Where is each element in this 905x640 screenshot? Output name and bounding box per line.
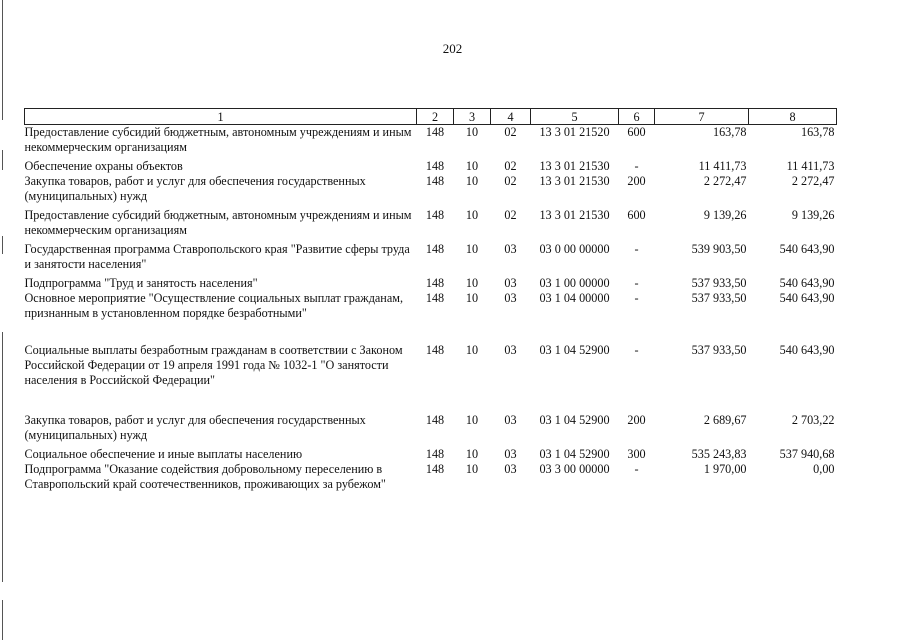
- row-name: Обеспечение охраны объектов: [24, 158, 183, 173]
- ministry-code: 148: [425, 125, 445, 139]
- target-article-code: 13 3 01 21520: [539, 125, 610, 139]
- subsection-code: 03: [504, 275, 517, 290]
- amount-col8: 163,78: [800, 125, 835, 139]
- amount-col8: 537 940,68: [779, 446, 835, 461]
- subsection-code: 03: [504, 412, 517, 427]
- amount-col7: 539 903,50: [691, 241, 747, 256]
- amount-col8: 2 703,22: [791, 412, 835, 427]
- target-article-code: 03 1 04 52900: [539, 446, 610, 461]
- amount-col7: 11 411,73: [698, 158, 747, 173]
- section-code: 10: [465, 342, 479, 357]
- table-row: [25, 125, 837, 159]
- column-header: 4: [491, 109, 531, 125]
- column-header: 6: [619, 109, 655, 125]
- subsection-code: 02: [504, 125, 517, 139]
- ministry-code: 148: [425, 275, 445, 290]
- target-article-code: 13 3 01 21530: [539, 207, 610, 222]
- section-code: 10: [465, 158, 479, 173]
- amount-col7: 1 970,00: [703, 461, 747, 476]
- target-article-code: 03 3 00 00000: [539, 461, 610, 476]
- target-article-code: 03 0 00 00000: [539, 241, 610, 256]
- section-code: 10: [465, 207, 479, 222]
- table-row: [25, 208, 837, 242]
- target-article-code: 13 3 01 21530: [539, 173, 610, 188]
- amount-col7: 535 243,83: [691, 446, 747, 461]
- amount-col8: 11 411,73: [786, 158, 835, 173]
- amount-col7: 2 689,67: [703, 412, 747, 427]
- subsection-code: 03: [504, 342, 517, 357]
- ministry-code: 148: [425, 446, 445, 461]
- amount-col8: 0,00: [813, 461, 835, 476]
- row-name: Предоставление субсидий бюджетным, автономным учреждениям и иным некоммерческим организациям: [24, 125, 412, 154]
- expense-type-code: -: [634, 461, 639, 476]
- table-row: [25, 343, 837, 413]
- table-body: [25, 125, 837, 514]
- section-code: 10: [465, 241, 479, 256]
- row-name: Предоставление субсидий бюджетным, автономным учреждениям и иным некоммерческим организациям: [24, 207, 412, 237]
- scan-edge-line: [2, 600, 3, 640]
- row-name: Основное мероприятие "Осуществление социальных выплат гражданам, признанным в установленном порядке безработными": [24, 290, 403, 320]
- subsection-code: 03: [504, 290, 517, 305]
- column-header: 7: [655, 109, 749, 125]
- section-code: 10: [465, 173, 479, 188]
- amount-col7: 537 933,50: [691, 275, 747, 290]
- column-header: 3: [454, 109, 491, 125]
- amount-col7: 9 139,26: [703, 207, 747, 222]
- table-header: [25, 109, 837, 125]
- table-row: [25, 159, 837, 174]
- column-header: 1: [25, 109, 417, 125]
- column-header: 8: [749, 109, 837, 125]
- table-row: [25, 291, 837, 343]
- header-row: [25, 109, 837, 125]
- row-name: Социальное обеспечение и иные выплаты населению: [24, 446, 303, 461]
- table-row: [25, 462, 837, 514]
- amount-col8: 540 643,90: [779, 241, 835, 256]
- expense-type-code: -: [634, 241, 639, 256]
- subsection-code: 03: [504, 446, 517, 461]
- ministry-code: 148: [425, 241, 445, 256]
- ministry-code: 148: [425, 158, 445, 173]
- amount-col8: 2 272,47: [791, 173, 835, 188]
- ministry-code: 148: [425, 290, 445, 305]
- budget-table: [24, 108, 837, 514]
- section-code: 10: [465, 125, 479, 139]
- amount-col7: 163,78: [712, 125, 747, 139]
- table-row: [25, 242, 837, 276]
- ministry-code: 148: [425, 342, 445, 357]
- target-article-code: 03 1 04 52900: [539, 342, 610, 357]
- expense-type-code: 200: [627, 412, 646, 427]
- scan-edge-line: [2, 0, 3, 120]
- row-name: Закупка товаров, работ и услуг для обеспечения государственных (муниципальных) нужд: [24, 412, 366, 442]
- target-article-code: 03 1 04 00000: [539, 290, 610, 305]
- amount-col8: 540 643,90: [779, 275, 835, 290]
- subsection-code: 02: [504, 207, 517, 222]
- subsection-code: 03: [504, 241, 517, 256]
- page-number: 202: [442, 41, 463, 56]
- scan-edge-line: [2, 150, 3, 170]
- amount-col8: 540 643,90: [779, 342, 835, 357]
- row-name: Закупка товаров, работ и услуг для обеспечения государственных (муниципальных) нужд: [24, 173, 366, 203]
- column-header: 2: [417, 109, 454, 125]
- ministry-code: 148: [425, 461, 445, 476]
- expense-type-code: 600: [627, 125, 646, 139]
- expense-type-code: 600: [627, 207, 646, 222]
- section-code: 10: [465, 446, 479, 461]
- subsection-code: 02: [504, 158, 517, 173]
- expense-type-code: -: [634, 342, 639, 357]
- section-code: 10: [465, 275, 479, 290]
- amount-col8: 540 643,90: [779, 290, 835, 305]
- scan-edge-line: [2, 332, 3, 582]
- amount-col7: 537 933,50: [691, 342, 747, 357]
- section-code: 10: [465, 412, 479, 427]
- row-name: Подпрограмма "Оказание содействия добровольному переселению в Ставропольский край соотечественников, проживающих за рубежом": [24, 461, 386, 491]
- row-name: Социальные выплаты безработным гражданам в соответствии с Законом Российской Федерации от 19 апреля 1991 года № 1032-1 "О занятости населения в Российской Федерации": [24, 342, 403, 387]
- target-article-code: 13 3 01 21530: [539, 158, 610, 173]
- row-name: Подпрограмма "Труд и занятость населения": [24, 275, 258, 290]
- scan-edge-line: [2, 236, 3, 254]
- amount-col7: 2 272,47: [703, 173, 747, 188]
- expense-type-code: -: [634, 275, 639, 290]
- target-article-code: 03 1 00 00000: [539, 275, 610, 290]
- ministry-code: 148: [425, 412, 445, 427]
- section-code: 10: [465, 461, 479, 476]
- amount-col7: 537 933,50: [691, 290, 747, 305]
- section-code: 10: [465, 290, 479, 305]
- table-row: [25, 447, 837, 462]
- table-row: [25, 174, 837, 208]
- expense-type-code: 200: [627, 173, 646, 188]
- amount-col8: 9 139,26: [791, 207, 835, 222]
- ministry-code: 148: [425, 173, 445, 188]
- subsection-code: 02: [504, 173, 517, 188]
- column-header: 5: [531, 109, 619, 125]
- table-row: [25, 413, 837, 447]
- target-article-code: 03 1 04 52900: [539, 412, 610, 427]
- subsection-code: 03: [504, 461, 517, 476]
- ministry-code: 148: [425, 207, 445, 222]
- expense-type-code: -: [634, 290, 639, 305]
- expense-type-code: -: [634, 158, 639, 173]
- table-row: [25, 276, 837, 291]
- expense-type-code: 300: [627, 446, 646, 461]
- row-name: Государственная программа Ставропольского края "Развитие сферы труда и занятости населения": [24, 241, 410, 271]
